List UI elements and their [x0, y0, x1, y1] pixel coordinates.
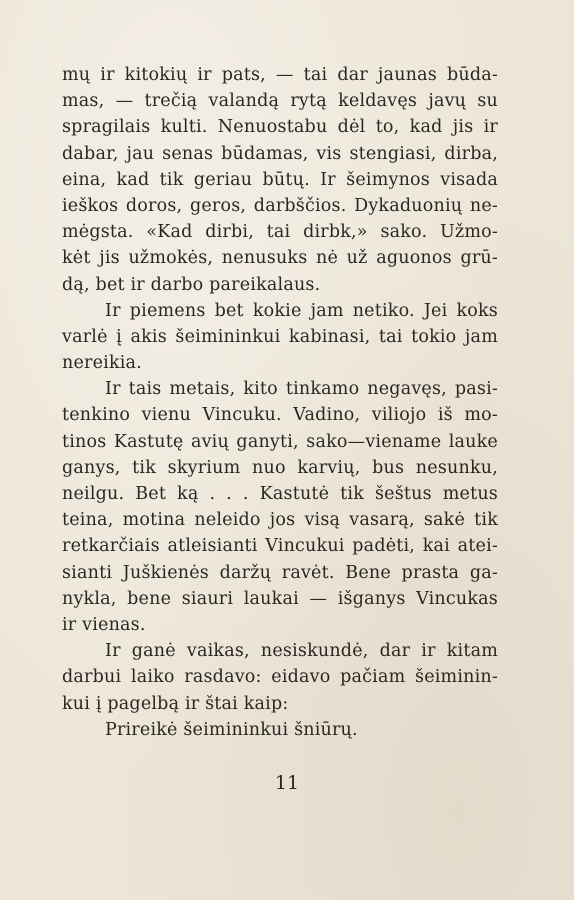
text-line: nereikia. [62, 353, 142, 374]
text-line: tinos Kastutę avių ganyti, sako—viename lauke [62, 431, 498, 452]
text-line: sianti Juškienės daržų ravėt. Bene prasta ga- [62, 562, 498, 583]
text-line: ganys, tik skyrium nuo karvių, bus nesunku, [62, 457, 498, 478]
text-line: ieškos doros, geros, darbščios. Dykaduonių ne- [62, 195, 498, 216]
text-line: kėt jis užmokės, nenusuks nė už aguonos grū- [62, 248, 498, 269]
text-line: kui į pagelbą ir štai kaip: [62, 693, 289, 714]
text-line: nykla, bene siauri laukai — išganys Vincukas [62, 588, 498, 609]
text-line: Prireikė šeimininkui šniūrų. [105, 719, 358, 740]
text-line: varlė į akis šeimininkui kabinasi, tai tokio jam [62, 326, 498, 347]
body-text [62, 62, 498, 743]
text-line: neilgu. Bet ką . . . Kastutė tik šeštus metus [62, 484, 498, 504]
text-line: ir vienas. [62, 614, 146, 635]
text-line: Ir piemens bet kokie jam netiko. Jei koks [105, 300, 498, 321]
text-line: dą, bet ir darbo pareikalaus. [62, 274, 321, 295]
text-line: Ir ganė vaikas, nesiskundė, dar ir kitam [105, 641, 498, 662]
text-line: teina, motina neleido jos visą vasarą, sakė tik [62, 510, 498, 531]
text-line: eina, kad tik geriau būtų. Ir šeimynos visada [62, 169, 498, 190]
text-line: Ir tais metais, kito tinkamo negavęs, pasi- [105, 379, 498, 400]
text-line: darbui laiko rasdavo: eidavo pačiam šeiminin- [62, 667, 498, 688]
text-line: spragilais kulti. Nenuostabu dėl to, kad jis ir [62, 117, 498, 138]
text-line: mėgsta. «Kad dirbi, tai dirbk,» sako. Užmo- [62, 222, 498, 243]
text-line: mų ir kitokių ir pats, — tai dar jaunas būda- [62, 65, 498, 85]
text-line: mas, — trečią valandą rytą keldavęs javų su [62, 91, 498, 112]
page-number: 11 [274, 772, 300, 794]
text-line: dabar, jau senas būdamas, vis stengiasi, dirba, [62, 143, 498, 164]
text-line: retkarčiais atleisianti Vincukui padėti, kai atei- [62, 536, 498, 557]
text-line: tenkino vienu Vincuku. Vadino, viliojo iš mo- [62, 405, 498, 426]
